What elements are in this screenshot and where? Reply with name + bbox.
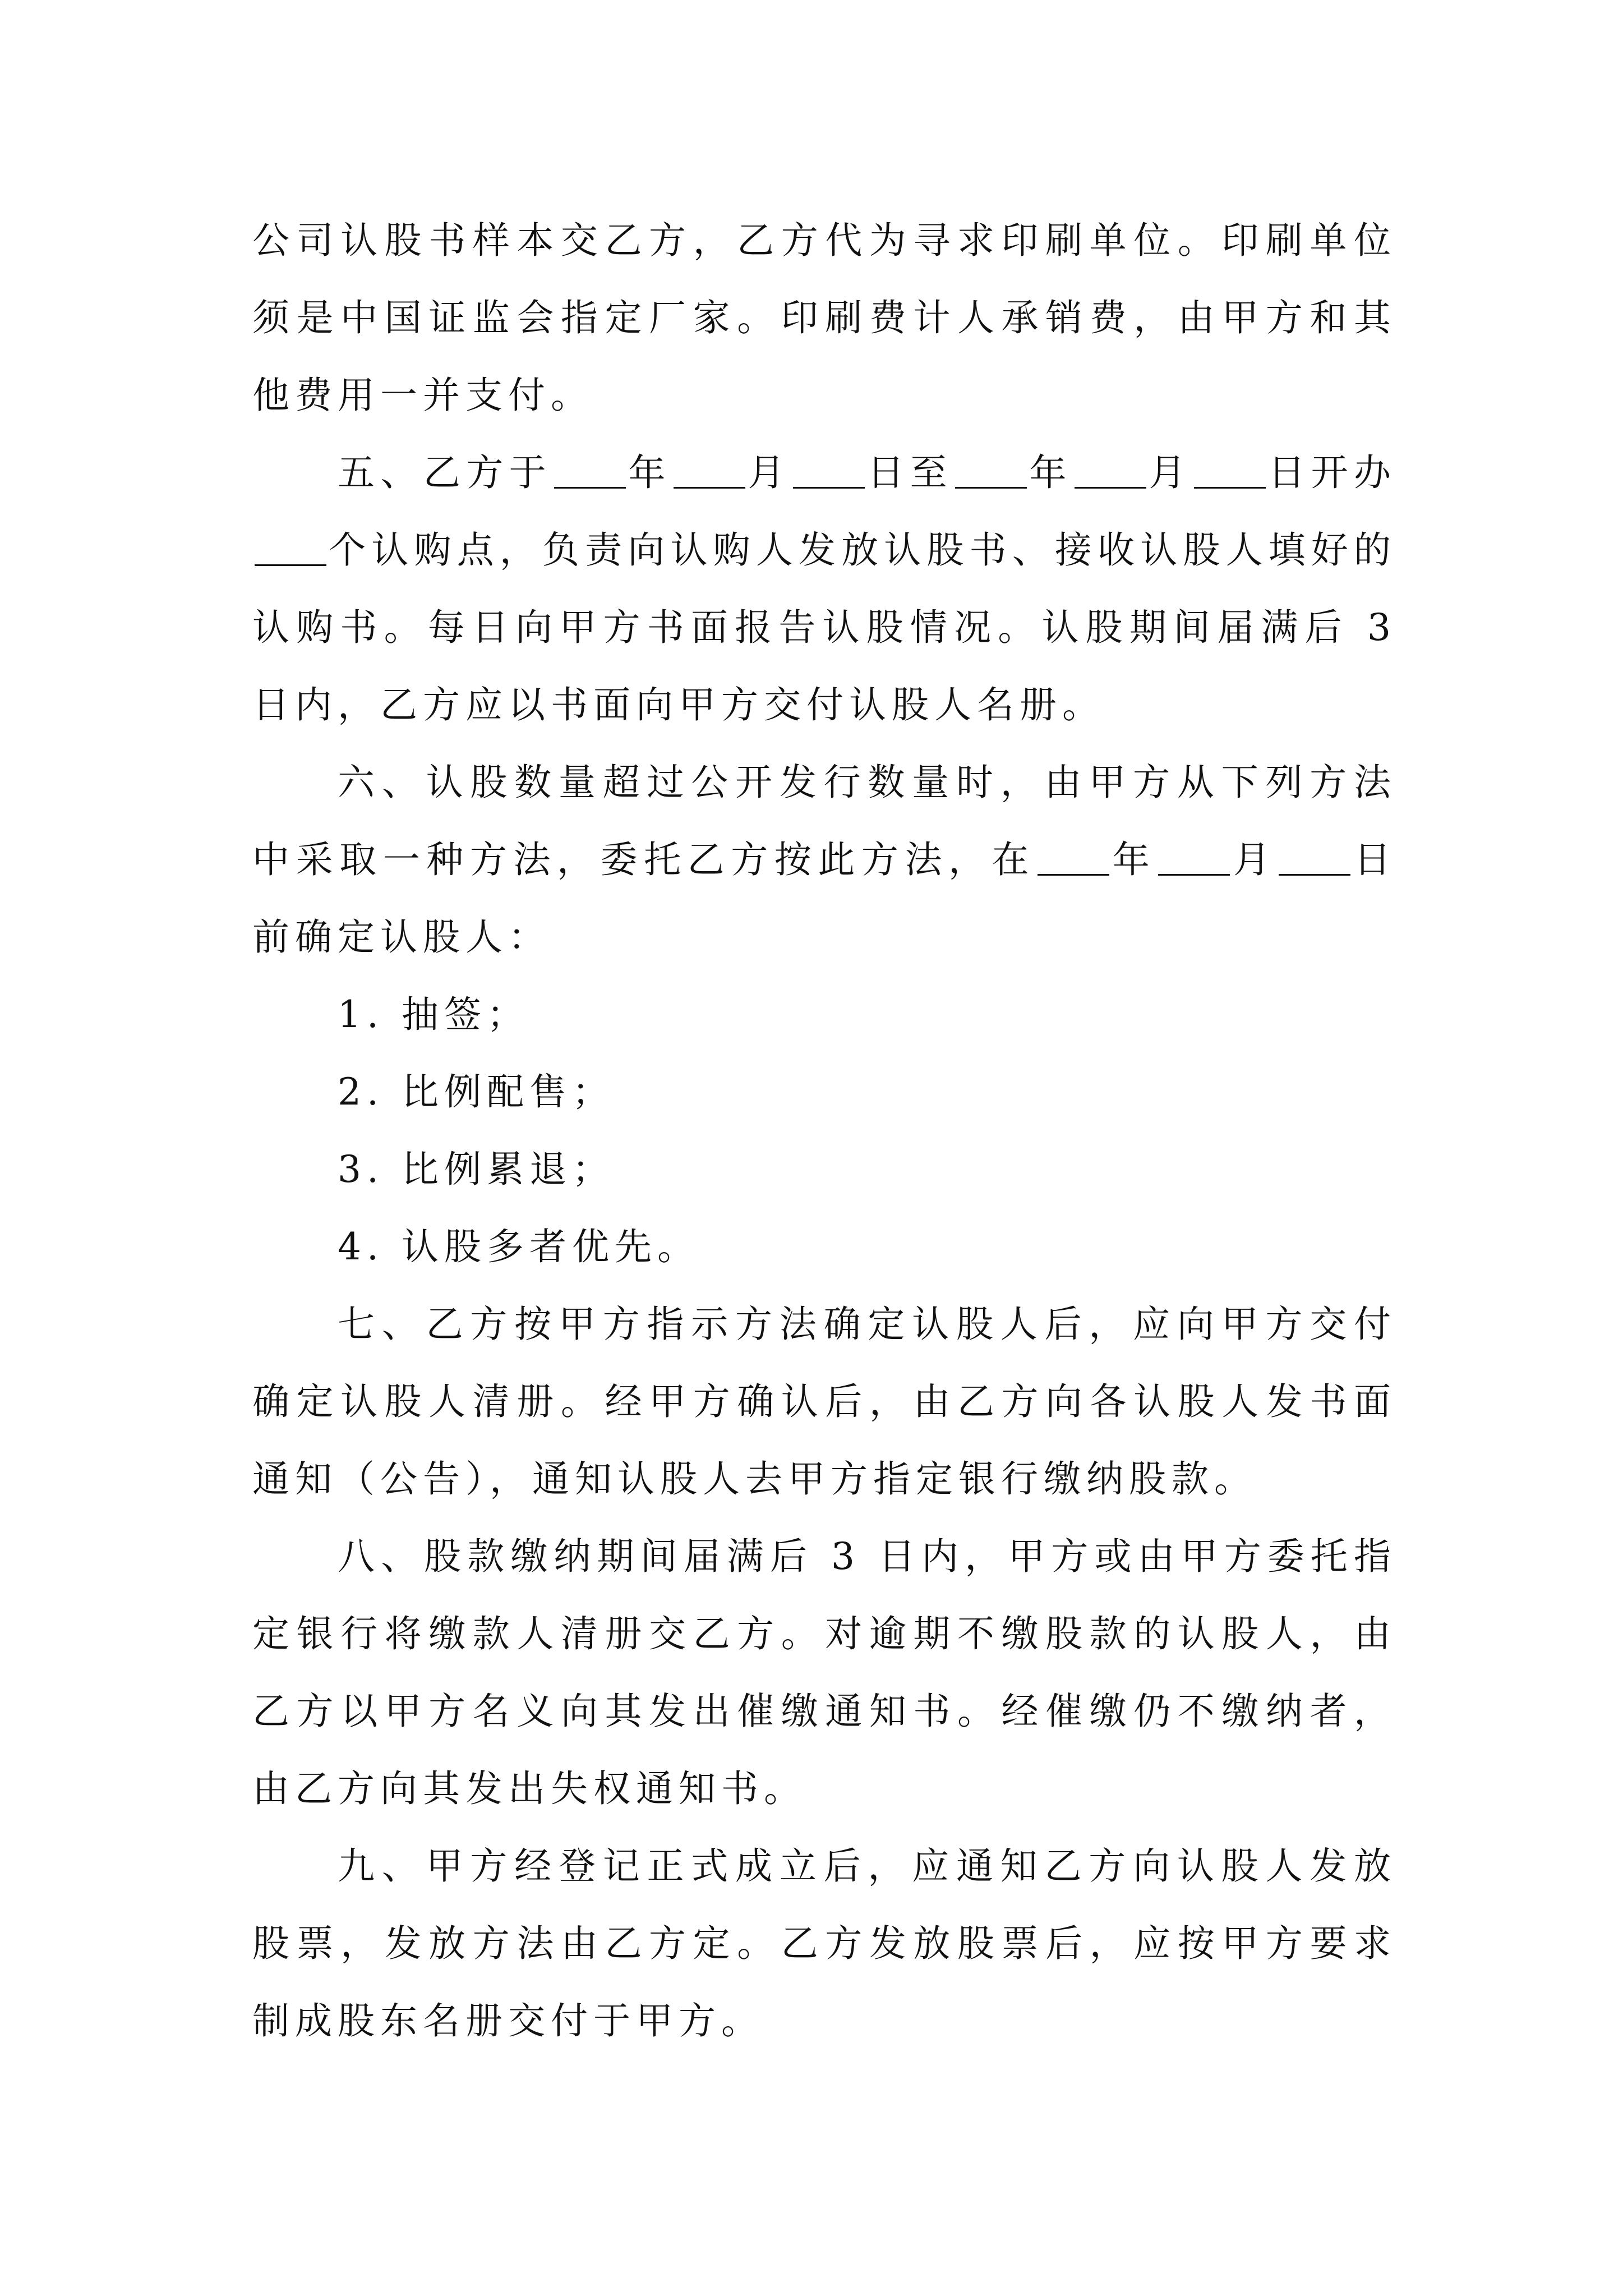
- clause-seven: 七、乙方按甲方指示方法确定认股人后，应向甲方交付确定认股人清册。经甲方确认后，由乙方向各认股人发书面通知（公告），通知认股人去甲方指定银行缴纳股款。: [252, 1303, 1396, 1501]
- blank-field: [1158, 837, 1230, 876]
- clause-five-text: 月: [1148, 451, 1192, 494]
- clause-five-text: 五、乙方于: [338, 451, 552, 494]
- document-body: [252, 202, 1396, 2060]
- paragraph-continued: 公司认股书样本交乙方，乙方代为寻求印刷单位。印刷单位须是中国证监会指定厂家。印刷费计人承销费，由甲方和其他费用一并支付。: [252, 219, 1396, 417]
- blank-field: [1075, 450, 1146, 489]
- clause-six-text: 年: [1112, 838, 1156, 881]
- clause-six-text: 月: [1232, 838, 1277, 881]
- clause-five-text: 日至: [866, 451, 953, 494]
- clause-five-text: 年: [1029, 451, 1072, 494]
- list-item: 3. 比例累退；: [338, 1148, 615, 1191]
- blank-field: [255, 527, 326, 566]
- blank-field: [674, 450, 745, 489]
- clause-five-text: 月: [747, 451, 791, 494]
- blank-field: [793, 450, 865, 489]
- blank-field: [1194, 450, 1266, 489]
- list-item: 4. 认股多者优先。: [338, 1225, 700, 1268]
- clause-nine: 九、甲方经登记正式成立后，应通知乙方向认股人发放股票，发放方法由乙方定。乙方发放股票后，应按甲方要求制成股东名册交付于甲方。: [252, 1844, 1396, 2042]
- list-item: 1. 抽签；: [338, 993, 529, 1036]
- list-item: 2. 比例配售；: [338, 1070, 615, 1114]
- blank-field: [554, 450, 626, 489]
- clause-five-text: 年: [628, 451, 671, 494]
- clause-five-text: 日开办: [1267, 451, 1397, 494]
- clause-eight: 八、股款缴纳期间届满后 3 日内，甲方或由甲方委托指定银行将缴款人清册交乙方。对逾期不缴股款的认股人，由乙方以甲方名义向其发出催缴通知书。经催缴仍不缴纳者，由乙方向其发出失权通知书。: [252, 1535, 1396, 1810]
- clause-five-text: 个认购点，负责向认购人发放认股书、接收认股人填好的认购书。每日向甲方书面报告认股情况。认股期间届满后 3 日内，乙方应以书面向甲方交付认股人名册。: [252, 528, 1396, 726]
- blank-field: [955, 450, 1027, 489]
- blank-field: [1038, 837, 1109, 876]
- clause-six-text: 日前确定认股人：: [252, 838, 1397, 959]
- clause-five: [252, 434, 1396, 744]
- clause-six: [252, 744, 1396, 976]
- clause-six-text: 六、认股数量超过公开发行数量时，由甲方从下列方法中采取一种方法，委托乙方按此方法，在: [252, 761, 1396, 881]
- blank-field: [1279, 837, 1350, 876]
